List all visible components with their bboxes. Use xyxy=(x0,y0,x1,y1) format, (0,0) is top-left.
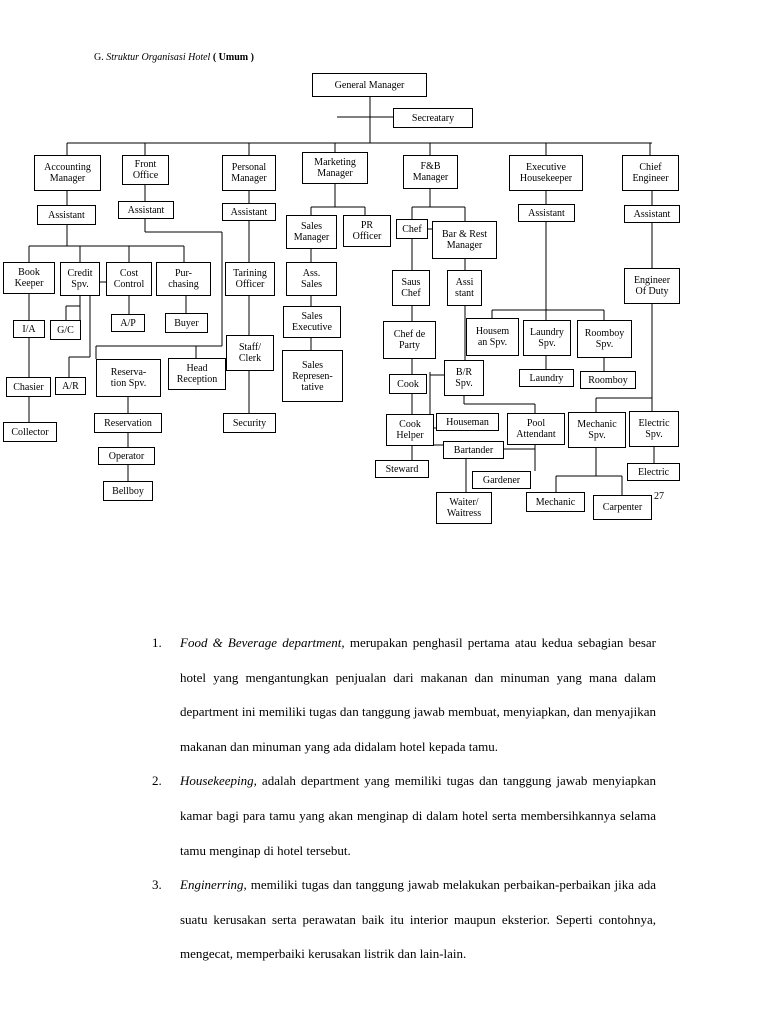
org-node-ap xyxy=(111,314,145,332)
org-node-label: Housem an Spv. xyxy=(475,326,510,348)
list-item-text: merupakan penghasil pertama atau kedua sebagian besar hotel yang mengantungkan penjualan dari makanan dan minuman yang mana dalam department ini memiliki tugas dan tanggung jawab membuat, menyiapkan, dan menyajikan makanan dan minuman yang ada didalam hotel kepada tamu. xyxy=(180,635,656,754)
org-node-cc xyxy=(106,262,152,296)
org-node-ch xyxy=(386,414,434,446)
org-node-label: Reservation xyxy=(104,417,152,429)
org-node-sr xyxy=(282,350,343,402)
org-node-label: Buyer xyxy=(174,317,199,329)
org-node-label: Sales Represen- tative xyxy=(292,359,333,393)
org-node-label: B/R Spv. xyxy=(455,367,473,389)
org-node-label: Pur- chasing xyxy=(168,268,199,290)
org-node-label: Staff/ Clerk xyxy=(238,342,262,364)
org-node-brs xyxy=(444,360,484,396)
list-item xyxy=(152,626,656,764)
org-node-label: Tarining Officer xyxy=(233,268,267,290)
org-node-label: Head Reception xyxy=(176,363,218,385)
org-node-ia xyxy=(13,320,45,338)
org-node-gd xyxy=(472,471,531,489)
org-node-bb xyxy=(103,481,153,501)
department-description-list xyxy=(152,626,656,972)
org-node-label: Assistant xyxy=(48,209,85,221)
org-node-gc xyxy=(50,320,81,340)
list-item xyxy=(152,764,656,868)
org-node-label: Carpenter xyxy=(602,502,643,513)
org-node-ce xyxy=(622,155,679,191)
org-node-label: Book Keeper xyxy=(14,267,44,289)
org-node-eh-as xyxy=(518,204,575,222)
list-item-text: adalah department yang memiliki tugas dan tanggung jawab menyiapkan kamar bagi para tamu yang akan menginap di dalam hotel serta membersihkannya selama tamu menginap di hotel tersebut. xyxy=(180,773,656,858)
page-number: 27 xyxy=(654,491,664,502)
org-node-gm xyxy=(312,73,427,97)
org-node-label: Roomboy Spv. xyxy=(584,328,625,350)
org-node-per xyxy=(222,155,276,191)
org-node-label: Gardener xyxy=(482,474,521,486)
org-node-la xyxy=(519,369,574,387)
org-node-label: Reserva- tion Spv. xyxy=(110,367,147,389)
org-node-label: G/C xyxy=(57,324,74,336)
org-node-mkt xyxy=(302,152,368,184)
org-node-label: PR Officer xyxy=(352,220,382,242)
org-node-chef xyxy=(396,219,428,239)
org-node-assi xyxy=(447,270,482,306)
org-node-label: Houseman xyxy=(446,416,489,428)
list-item-number: 1. xyxy=(152,635,162,650)
org-node-cha xyxy=(6,377,51,397)
org-node-op xyxy=(98,447,155,465)
org-node-label: Laundry xyxy=(529,372,564,384)
org-node-label: Chasier xyxy=(13,381,44,393)
org-node-label: Bartander xyxy=(453,444,494,456)
org-node-label: Electric xyxy=(637,466,670,478)
org-node-ar xyxy=(55,377,86,395)
org-node-label: Cost Control xyxy=(113,268,145,290)
org-node-cs xyxy=(60,262,100,296)
org-node-label: Mechanic xyxy=(535,496,576,508)
org-node-label: F&B Manager xyxy=(412,161,449,183)
org-node-eh xyxy=(509,155,583,191)
org-node-label: Executive Housekeeper xyxy=(519,162,573,184)
org-node-res xyxy=(94,413,162,433)
org-node-label: Sales Executive xyxy=(292,311,332,333)
org-node-label: Assistant xyxy=(528,207,565,219)
org-node-cp xyxy=(593,495,652,520)
org-node-ms xyxy=(568,412,626,448)
org-node-label: Cook xyxy=(397,378,419,390)
org-node-label: Accounting Manager xyxy=(44,162,91,184)
org-node-label: Steward xyxy=(385,463,419,475)
org-node-label: Electric Spv. xyxy=(638,418,670,440)
org-node-label: Credit Spv. xyxy=(67,268,93,290)
org-node-label: Marketing Manager xyxy=(314,157,356,179)
org-node-label: Saus Chef xyxy=(401,277,421,299)
org-node-saus xyxy=(392,270,430,306)
org-node-label: Waiter/ Waitress xyxy=(446,497,482,519)
org-node-se xyxy=(283,306,341,338)
org-node-buy xyxy=(165,313,208,333)
org-node-label: Bellboy xyxy=(112,485,144,497)
org-node-col xyxy=(3,422,57,442)
org-node-label: Chef xyxy=(402,223,422,235)
org-node-label: Security xyxy=(232,417,267,429)
org-node-label: Assi stant xyxy=(455,277,474,299)
heading-title: Struktur Organisasi Hotel xyxy=(106,52,211,63)
org-node-as xyxy=(286,262,337,296)
list-item-term: Enginerring, xyxy=(180,877,247,893)
org-node-acc xyxy=(34,155,101,191)
org-node-hr xyxy=(168,358,226,390)
org-node-pa xyxy=(507,413,565,445)
org-node-acc-as xyxy=(37,205,96,225)
org-node-res-spv xyxy=(96,359,161,397)
org-node-label: Front Office xyxy=(132,159,159,181)
org-node-label: Mechanic Spv. xyxy=(577,419,617,441)
org-node-label: Laundry Spv. xyxy=(530,327,564,349)
org-node-bt xyxy=(443,441,504,459)
org-node-brm xyxy=(432,221,497,259)
org-node-label: A/P xyxy=(120,317,136,329)
org-node-to xyxy=(225,262,275,296)
org-node-label: Engineer Of Duty xyxy=(633,275,671,297)
org-node-ce-as xyxy=(624,205,680,223)
org-node-label: I/A xyxy=(22,323,36,335)
org-node-label: Assistant xyxy=(127,204,165,216)
heading-suffix: ( Umum ) xyxy=(212,52,254,63)
org-node-el xyxy=(627,463,680,481)
org-node-rb xyxy=(580,371,636,389)
org-node-stw xyxy=(375,460,429,478)
org-node-cook xyxy=(389,374,427,394)
org-node-ls xyxy=(523,320,571,356)
org-node-label: Bar & Rest Manager xyxy=(442,229,487,251)
org-node-label: Sales Manager xyxy=(293,221,330,243)
org-node-cdp xyxy=(383,321,436,359)
org-node-label: Ass. Sales xyxy=(300,268,323,290)
org-node-label: Cook Helper xyxy=(396,419,424,441)
org-node-sm xyxy=(286,215,337,249)
list-item xyxy=(152,868,656,972)
org-node-secu xyxy=(223,413,276,433)
org-node-pr xyxy=(343,215,391,247)
org-node-label: Assistant xyxy=(633,208,671,220)
org-node-label: Pool Attendant xyxy=(516,418,556,440)
org-node-sec xyxy=(393,108,473,128)
org-node-fb xyxy=(403,155,458,189)
org-node-label: A/R xyxy=(62,380,79,392)
org-node-label: Collector xyxy=(11,426,49,438)
org-node-label: Personal Manager xyxy=(231,162,267,184)
list-item-term: Housekeeping, xyxy=(180,773,257,789)
org-node-label: Operator xyxy=(108,450,145,462)
org-node-label: General Manager xyxy=(334,79,405,91)
org-node-sc xyxy=(226,335,274,371)
org-node-per-as xyxy=(222,203,276,221)
org-node-mc xyxy=(526,492,585,512)
org-node-label: Secreatary xyxy=(411,112,455,124)
list-item-term: Food & Beverage department, xyxy=(180,635,345,650)
org-node-hm xyxy=(436,413,499,431)
org-node-fo-as xyxy=(118,201,174,219)
list-item-number: 3. xyxy=(152,877,162,893)
org-node-rs xyxy=(577,320,632,358)
org-node-hs xyxy=(466,318,519,356)
list-item-number: 2. xyxy=(152,773,162,789)
org-node-label: Chef de Party xyxy=(393,329,426,351)
org-node-eod xyxy=(624,268,680,304)
org-node-label: Chief Engineer xyxy=(632,162,669,184)
org-node-es xyxy=(629,411,679,447)
heading-number: G. xyxy=(94,52,104,63)
list-item-text: memiliki tugas dan tanggung jawab melakukan perbaikan-perbaikan jika ada suatu kerusakan serta perawatan baik itu interior maupun eksterior. Seperti contohnya, mengecat, memperbaiki kerusakan listrik dan lain-lain. xyxy=(180,877,656,962)
org-node-bk xyxy=(3,262,55,294)
org-node-pur xyxy=(156,262,211,296)
org-node-label: Assistant xyxy=(230,206,268,218)
org-node-ww xyxy=(436,492,492,524)
org-node-label: Roomboy xyxy=(588,374,628,386)
org-node-fo xyxy=(122,155,169,185)
